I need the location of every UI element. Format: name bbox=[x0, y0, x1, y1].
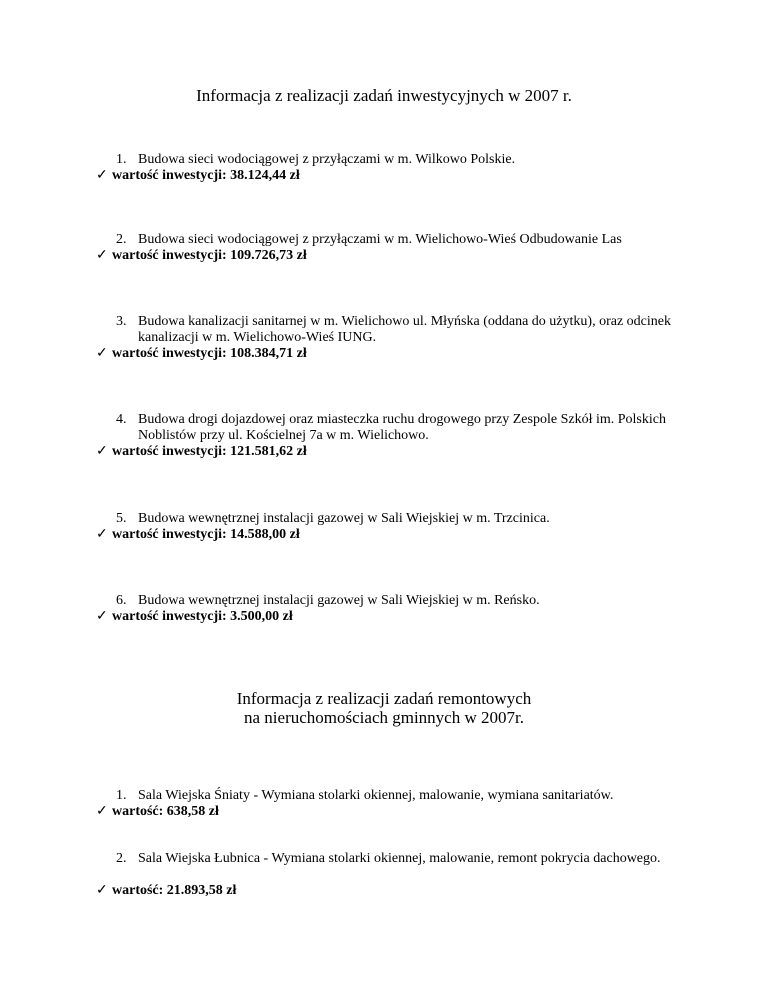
item-value-text: wartość: 21.893,58 zł bbox=[112, 883, 237, 898]
list-item bbox=[96, 232, 696, 248]
item-value bbox=[96, 168, 300, 184]
item-value-text: wartość inwestycji: 109.726,73 zł bbox=[112, 248, 307, 263]
item-number: 2. bbox=[116, 851, 127, 866]
item-number: 1. bbox=[116, 788, 127, 803]
item-description: Budowa kanalizacji sanitarnej w m. Wielichowo ul. Młyńska (oddana do użytku), oraz odcinek kanalizacji w m. Wielichowo-Wieś IUNG. bbox=[138, 314, 671, 345]
item-value-text: wartość inwestycji: 3.500,00 zł bbox=[112, 609, 293, 624]
item-value-text: wartość inwestycji: 121.581,62 zł bbox=[112, 444, 307, 459]
item-value bbox=[96, 346, 307, 362]
item-value-text: wartość inwestycji: 108.384,71 zł bbox=[112, 346, 307, 361]
item-number: 1. bbox=[116, 152, 127, 167]
item-description: Budowa sieci wodociągowej z przyłączami w m. Wilkowo Polskie. bbox=[138, 152, 516, 167]
item-number: 4. bbox=[116, 412, 127, 427]
item-description: Budowa drogi dojazdowej oraz miasteczka ruchu drogowego przy Zespole Szkół im. Polskich Noblistów przy ul. Kościelnej 7a w m. Wielichowo. bbox=[138, 412, 666, 443]
item-value-text: wartość: 638,58 zł bbox=[112, 804, 219, 819]
renovations-title-line2: na nieruchomościach gminnych w 2007r. bbox=[244, 708, 524, 727]
list-item bbox=[96, 511, 696, 527]
item-description: Budowa sieci wodociągowej z przyłączami w m. Wielichowo-Wieś Odbudowanie Las bbox=[138, 232, 622, 247]
investments-title: Informacja z realizacji zadań inwestycyjnych w 2007 r. bbox=[196, 86, 572, 105]
checkmark-icon: ✓ bbox=[96, 609, 108, 624]
item-value bbox=[96, 609, 293, 625]
checkmark-icon: ✓ bbox=[96, 883, 108, 898]
item-value bbox=[96, 804, 219, 820]
checkmark-icon: ✓ bbox=[96, 346, 108, 361]
item-value-text: wartość inwestycji: 14.588,00 zł bbox=[112, 527, 300, 542]
list-item bbox=[96, 314, 696, 346]
checkmark-icon: ✓ bbox=[96, 444, 108, 459]
list-item bbox=[96, 412, 696, 444]
item-number: 5. bbox=[116, 511, 127, 526]
item-number: 6. bbox=[116, 593, 127, 608]
item-value bbox=[96, 883, 236, 899]
renovations-title-line1: Informacja z realizacji zadań remontowych bbox=[236, 689, 532, 708]
list-item bbox=[96, 593, 696, 609]
checkmark-icon: ✓ bbox=[96, 527, 108, 542]
item-number: 3. bbox=[116, 314, 127, 329]
item-number: 2. bbox=[116, 232, 127, 247]
checkmark-icon: ✓ bbox=[96, 168, 108, 183]
item-description: Budowa wewnętrznej instalacji gazowej w Sali Wiejskiej w m. Trzcinica. bbox=[138, 511, 550, 526]
item-value-text: wartość inwestycji: 38.124,44 zł bbox=[112, 168, 300, 183]
item-description: Budowa wewnętrznej instalacji gazowej w Sali Wiejskiej w m. Reńsko. bbox=[138, 593, 540, 608]
checkmark-icon: ✓ bbox=[96, 248, 108, 263]
list-item bbox=[96, 152, 696, 168]
item-value bbox=[96, 527, 300, 543]
list-item bbox=[96, 788, 696, 804]
item-description: Sala Wiejska Śniaty - Wymiana stolarki okiennej, malowanie, wymiana sanitariatów. bbox=[138, 788, 614, 803]
item-description: Sala Wiejska Łubnica - Wymiana stolarki okiennej, malowanie, remont pokrycia dachowego. bbox=[138, 851, 661, 866]
list-item bbox=[96, 851, 696, 867]
checkmark-icon: ✓ bbox=[96, 804, 108, 819]
item-value bbox=[96, 248, 307, 264]
item-value bbox=[96, 444, 307, 460]
